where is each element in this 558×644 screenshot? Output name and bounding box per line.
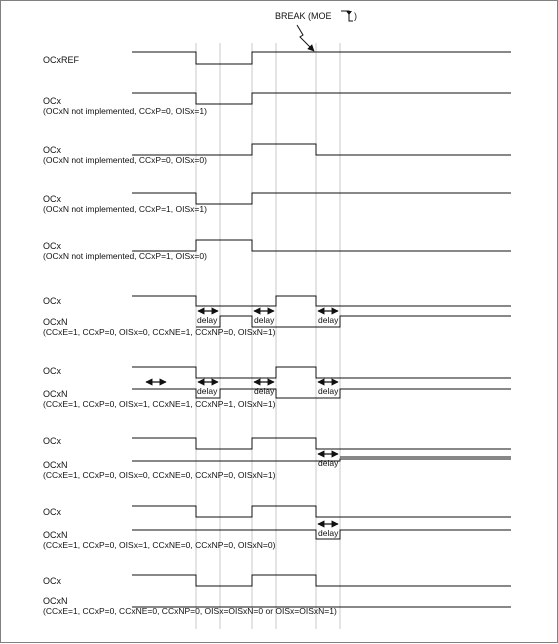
waveform-ocx (132, 438, 511, 449)
signal-desc: (OCxN not implemented, CCxP=1, OISx=1) (43, 204, 207, 214)
signal-desc: (CCxE=1, CCxP=0, OISx=1, CCxNE=1, CCxNP=1, OISxN=1) (43, 399, 276, 409)
signal-desc: (CCxE=1, CCxP=0, OISx=0, CCxNE=1, CCxNP=0, OISxN=1) (43, 327, 276, 337)
break-label: BREAK (MOE (275, 11, 332, 21)
signal-name: OCx (43, 145, 61, 155)
signal-name: OCx (43, 366, 61, 376)
signal-desc: (OCxN not implemented, CCxP=0, OISx=0) (43, 155, 207, 165)
waveform-ocx (132, 575, 511, 586)
delay-label: delay (254, 315, 275, 325)
falling-edge-icon (341, 11, 353, 21)
signal-name-2: OCxN (43, 530, 68, 540)
delay-label: delay (318, 528, 339, 538)
waveform-ocx (132, 193, 511, 204)
waveform-ocxref (132, 52, 511, 64)
delay-arrows (146, 311, 338, 524)
delay-label: delay (318, 315, 339, 325)
signal-name-2: OCxN (43, 596, 68, 606)
arrow-tip-icon (346, 11, 352, 15)
signal-name-2: OCxN (43, 460, 68, 470)
signal-name: OCx (43, 96, 61, 106)
signal-name: OCx (43, 241, 61, 251)
signal-name-2: OCxN (43, 317, 68, 327)
waveform-ocx (132, 506, 511, 517)
signal-desc: (CCxE=1, CCxP=0, CCxNE=0, CCxNP=0, OISx=OISxN=0 or OISx=OISxN=1) (43, 606, 337, 616)
signal-desc: (CCxE=1, CCxP=0, OISx=1, CCxNE=0, CCxNP=0, OISxN=0) (43, 540, 276, 550)
delay-labels (197, 315, 339, 538)
waveform-ocx (132, 93, 511, 104)
signal-desc: (CCxE=1, CCxP=0, OISx=0, CCxNE=0, CCxNP=0, OISxN=1) (43, 470, 276, 480)
waveform-ocxn (196, 316, 511, 327)
signal-name: OCx (43, 576, 61, 586)
signal-name: OCx (43, 507, 61, 517)
waveform-ocx (132, 240, 511, 251)
waveform-ocx (132, 144, 511, 155)
delay-label: delay (197, 386, 218, 396)
waveform-ocx (132, 296, 511, 306)
signal-name: OCx (43, 194, 61, 204)
break-arrow (297, 25, 314, 51)
break-close: ) (354, 11, 357, 21)
signal-name: OCx (43, 296, 61, 306)
delay-label: delay (197, 315, 218, 325)
delay-label: delay (318, 386, 339, 396)
signal-name-2: OCxN (43, 389, 68, 399)
signal-desc: (OCxN not implemented, CCxP=0, OISx=1) (43, 106, 207, 116)
signal-name: OCxREF (43, 55, 79, 65)
signal-desc: (OCxN not implemented, CCxP=1, OISx=0) (43, 251, 207, 261)
timing-diagram (1, 1, 558, 644)
waveform-ocx (132, 367, 511, 378)
delay-label: delay (318, 458, 339, 468)
delay-label: delay (254, 386, 275, 396)
signal-name: OCx (43, 436, 61, 446)
signal-labels (43, 55, 337, 616)
